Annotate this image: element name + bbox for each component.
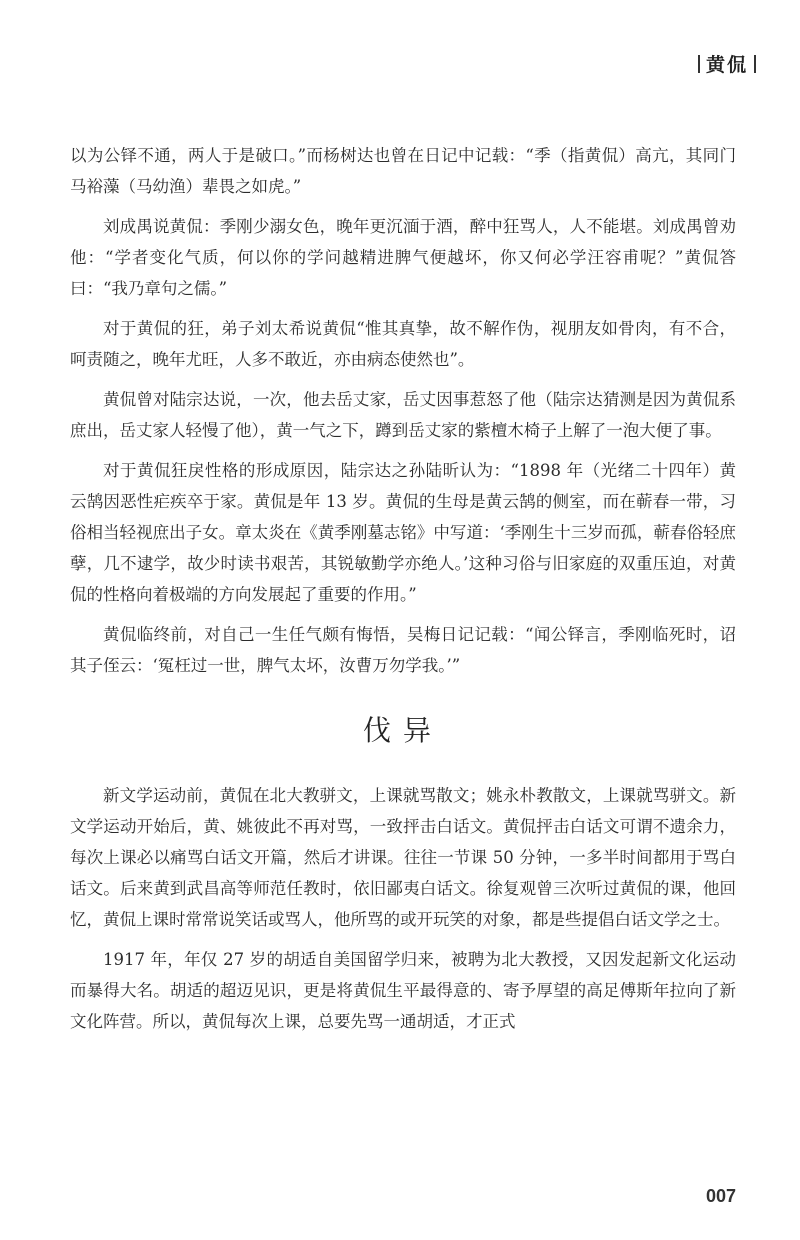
paragraph-8: 1917 年，年仅 27 岁的胡适自美国留学归来，被聘为北大教授，又因发起新文化运动而暴得大名。胡适的超迈见识，更是将黄侃生平最得意的、寄予厚望的高足傅斯年拉向了新文化阵营。所以，黄侃每次上课，总要先骂一通胡适，才正式 xyxy=(70,950,736,1031)
running-header xyxy=(692,50,762,77)
paragraph-7: 新文学运动前，黄侃在北大教骈文，上课就骂散文；姚永朴教散文，上课就骂骈文。新文学运动开始后，黄、姚彼此不再对骂，一致抨击白话文。黄侃抨击白话文可谓不遗余力，每次上课必以痛骂白话文开篇，然后才讲课。往往一节课 50 分钟，一多半时间都用于骂白话文。后来黄到武昌高等师范任教时，依旧鄙夷白话文。徐复观曾三次听过黄侃的课，他回忆，黄侃上课时常常说笑话或骂人，他所骂的或开玩笑的对象，都是些提倡白话文学之士。 xyxy=(70,786,736,929)
header-right-bar xyxy=(754,55,756,73)
paragraph-1: 以为公铎不通，两人于是破口。”而杨树达也曾在日记中记载：“季（指黄侃）高亢，其同门马裕藻（马幼渔）辈畏之如虎。” xyxy=(70,146,736,196)
page-number: 007 xyxy=(705,1186,736,1206)
page-body xyxy=(70,140,736,1046)
section-title: 伐异 xyxy=(362,714,443,747)
header-left-bar xyxy=(698,55,700,73)
paragraph-4: 黄侃曾对陆宗达说，一次，他去岳丈家，岳丈因事惹怒了他（陆宗达猜测是因为黄侃系庶出，岳丈家人轻慢了他），黄一气之下，蹲到岳丈家的紫檀木椅子上解了一泡大便了事。 xyxy=(70,390,736,440)
paragraph-5: 对于黄侃狂戾性格的形成原因，陆宗达之孙陆昕认为：“1898 年（光绪二十四年）黄云鹄因恶性疟疾卒于家。黄侃是年 13 岁。黄侃的生母是黄云鹄的侧室，而在蕲春一带，习俗相当轻视庶出子女。章太炎在《黄季刚墓志铭》中写道：‘季刚生十三岁而孤，蕲春俗轻庶孽，几不逮学，故少时读书艰苦，其锐敏勤学亦绝人。’这种习俗与旧家庭的双重压迫，对黄侃的性格向着极端的方向发展起了重要的作用。” xyxy=(70,461,736,604)
paragraph-2: 刘成禺说黄侃：季刚少溺女色，晚年更沉湎于酒，醉中狂骂人，人不能堪。刘成禺曾劝他：“学者变化气质，何以你的学问越精进脾气便越坏，你又何必学汪容甫呢？”黄侃答曰：“我乃章句之儒。” xyxy=(70,217,736,298)
paragraph-3: 对于黄侃的狂，弟子刘太希说黄侃“惟其真挚，故不解作伪，视朋友如骨肉，有不合，呵责随之，晚年尤旺，人多不敢近，亦由病态使然也”。 xyxy=(70,319,736,369)
paragraph-6: 黄侃临终前，对自己一生任气颇有悔悟，吴梅日记记载：“闻公铎言，季刚临死时，诏其子侄云：‘冤枉过一世，脾气太坏，汝曹万勿学我。’” xyxy=(70,625,736,675)
header-title: 黄侃 xyxy=(705,54,748,76)
